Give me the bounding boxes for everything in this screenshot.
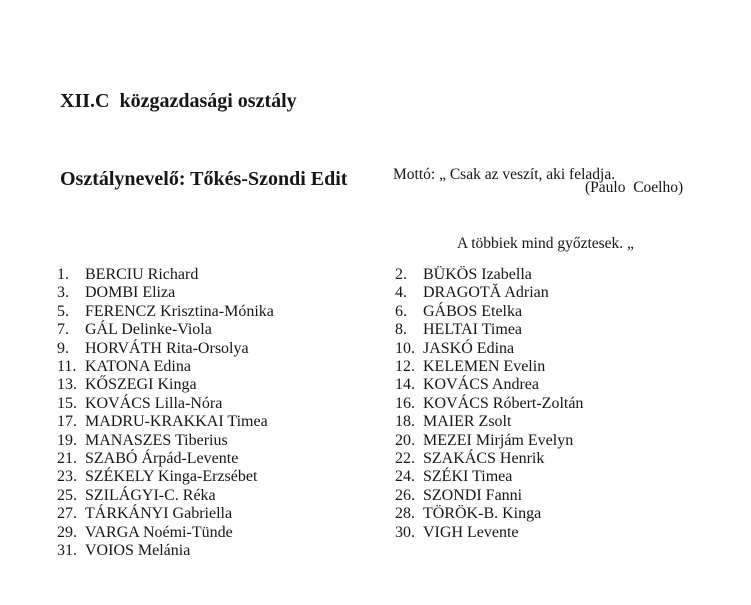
list-item bbox=[395, 450, 583, 468]
item-name: TÁRKÁNYI Gabriella bbox=[85, 505, 233, 523]
item-name: HORVÁTH Rita-Orsolya bbox=[85, 339, 249, 357]
item-number: 11. bbox=[57, 358, 77, 376]
item-number: 1. bbox=[57, 266, 69, 283]
list-item bbox=[57, 358, 274, 376]
class-title: XII.C közgazdasági osztály bbox=[60, 90, 297, 112]
list-item bbox=[395, 321, 583, 339]
motto-attribution: (Paulo Coelho) bbox=[585, 179, 684, 196]
list-item bbox=[57, 487, 274, 505]
list-item bbox=[395, 266, 583, 284]
list-item bbox=[395, 432, 583, 450]
item-number: 27. bbox=[57, 505, 77, 523]
item-number: 20. bbox=[395, 431, 415, 449]
list-item bbox=[395, 524, 583, 542]
item-number: 29. bbox=[57, 523, 77, 541]
roster-column-right bbox=[395, 266, 583, 542]
item-name: KOVÁCS Andrea bbox=[423, 376, 539, 394]
item-name: DOMBI Eliza bbox=[85, 284, 176, 302]
item-number: 15. bbox=[57, 394, 77, 412]
item-number: 10. bbox=[395, 339, 415, 357]
item-name: TÖRÖK-B. Kinga bbox=[423, 505, 542, 523]
item-name: FERENCZ Krisztina-Mónika bbox=[85, 302, 274, 320]
class-teacher-line: Osztálynevelő: Tőkés-Szondi Edit bbox=[60, 168, 348, 190]
item-number: 2. bbox=[395, 266, 407, 283]
item-number: 31. bbox=[57, 542, 77, 560]
list-item bbox=[395, 505, 583, 523]
item-name: VOIOS Melánia bbox=[85, 542, 191, 560]
list-item bbox=[395, 340, 583, 358]
list-item bbox=[395, 413, 583, 431]
item-number: 16. bbox=[395, 394, 415, 412]
list-item bbox=[57, 542, 274, 560]
item-name: KŐSZEGI Kinga bbox=[85, 376, 197, 394]
item-name: HELTAI Timea bbox=[423, 321, 523, 339]
list-item bbox=[395, 303, 583, 321]
item-name: DRAGOTĂ Adrian bbox=[423, 284, 549, 302]
list-item bbox=[57, 340, 274, 358]
list-item bbox=[57, 266, 274, 284]
item-number: 14. bbox=[395, 376, 415, 394]
motto-line-2: A többiek mind győztesek. „ bbox=[457, 235, 634, 252]
list-item bbox=[395, 358, 583, 376]
item-number: 5. bbox=[57, 302, 69, 320]
item-name: SZABÓ Árpád-Levente bbox=[85, 450, 239, 468]
item-number: 30. bbox=[395, 523, 415, 541]
item-name: GÁBOS Etelka bbox=[423, 302, 523, 320]
list-item bbox=[57, 303, 274, 321]
item-name: GÁL Delinke-Viola bbox=[85, 321, 212, 339]
document-header bbox=[60, 36, 347, 244]
item-number: 4. bbox=[395, 284, 407, 302]
item-name: KOVÁCS Lilla-Nóra bbox=[85, 394, 223, 412]
list-item bbox=[57, 413, 274, 431]
item-name: BÜKÖS Izabella bbox=[423, 266, 532, 283]
list-item bbox=[57, 284, 274, 302]
item-number: 6. bbox=[395, 302, 407, 320]
item-number: 8. bbox=[395, 321, 407, 339]
motto-line-1: Mottó: „ Csak az veszít, aki feladja. bbox=[393, 166, 616, 183]
list-item bbox=[57, 395, 274, 413]
item-name: VIGH Levente bbox=[423, 523, 519, 541]
roster-column-left bbox=[57, 266, 274, 561]
item-number: 12. bbox=[395, 358, 415, 376]
item-name: MANASZES Tiberius bbox=[85, 431, 228, 449]
item-name: SZÉKELY Kinga-Erzsébet bbox=[85, 468, 258, 486]
list-item bbox=[57, 505, 274, 523]
item-name: SZAKÁCS Henrik bbox=[423, 450, 545, 468]
list-item bbox=[57, 468, 274, 486]
item-number: 19. bbox=[57, 431, 77, 449]
item-number: 24. bbox=[395, 468, 415, 486]
item-number: 21. bbox=[57, 450, 77, 468]
list-item bbox=[57, 450, 274, 468]
item-number: 9. bbox=[57, 339, 69, 357]
item-name: VARGA Noémi-Tünde bbox=[85, 523, 233, 541]
item-name: KOVÁCS Róbert-Zoltán bbox=[423, 394, 584, 412]
item-number: 17. bbox=[57, 413, 77, 431]
list-item bbox=[395, 376, 583, 394]
item-name: KATONA Edina bbox=[85, 358, 191, 376]
list-item bbox=[57, 432, 274, 450]
item-number: 7. bbox=[57, 321, 69, 339]
item-name: SZÉKI Timea bbox=[423, 468, 513, 486]
list-item bbox=[395, 395, 583, 413]
item-number: 18. bbox=[395, 413, 415, 431]
item-number: 25. bbox=[57, 486, 77, 504]
item-number: 28. bbox=[395, 505, 415, 523]
item-number: 26. bbox=[395, 486, 415, 504]
list-item bbox=[395, 284, 583, 302]
item-number: 13. bbox=[57, 376, 77, 394]
list-item bbox=[395, 468, 583, 486]
item-name: SZILÁGYI-C. Réka bbox=[85, 486, 216, 504]
item-name: MAIER Zsolt bbox=[423, 413, 512, 431]
item-name: SZONDI Fanni bbox=[423, 486, 523, 504]
item-number: 3. bbox=[57, 284, 69, 302]
item-name: JASKÓ Edina bbox=[423, 339, 515, 357]
list-item bbox=[395, 487, 583, 505]
list-item bbox=[57, 524, 274, 542]
item-number: 23. bbox=[57, 468, 77, 486]
item-number: 22. bbox=[395, 450, 415, 468]
item-name: BERCIU Richard bbox=[85, 266, 199, 283]
item-name: MEZEI Mirjám Evelyn bbox=[423, 431, 574, 449]
list-item bbox=[57, 321, 274, 339]
list-item bbox=[57, 376, 274, 394]
item-name: MADRU-KRAKKAI Timea bbox=[85, 413, 268, 431]
item-name: KELEMEN Evelin bbox=[423, 358, 546, 376]
